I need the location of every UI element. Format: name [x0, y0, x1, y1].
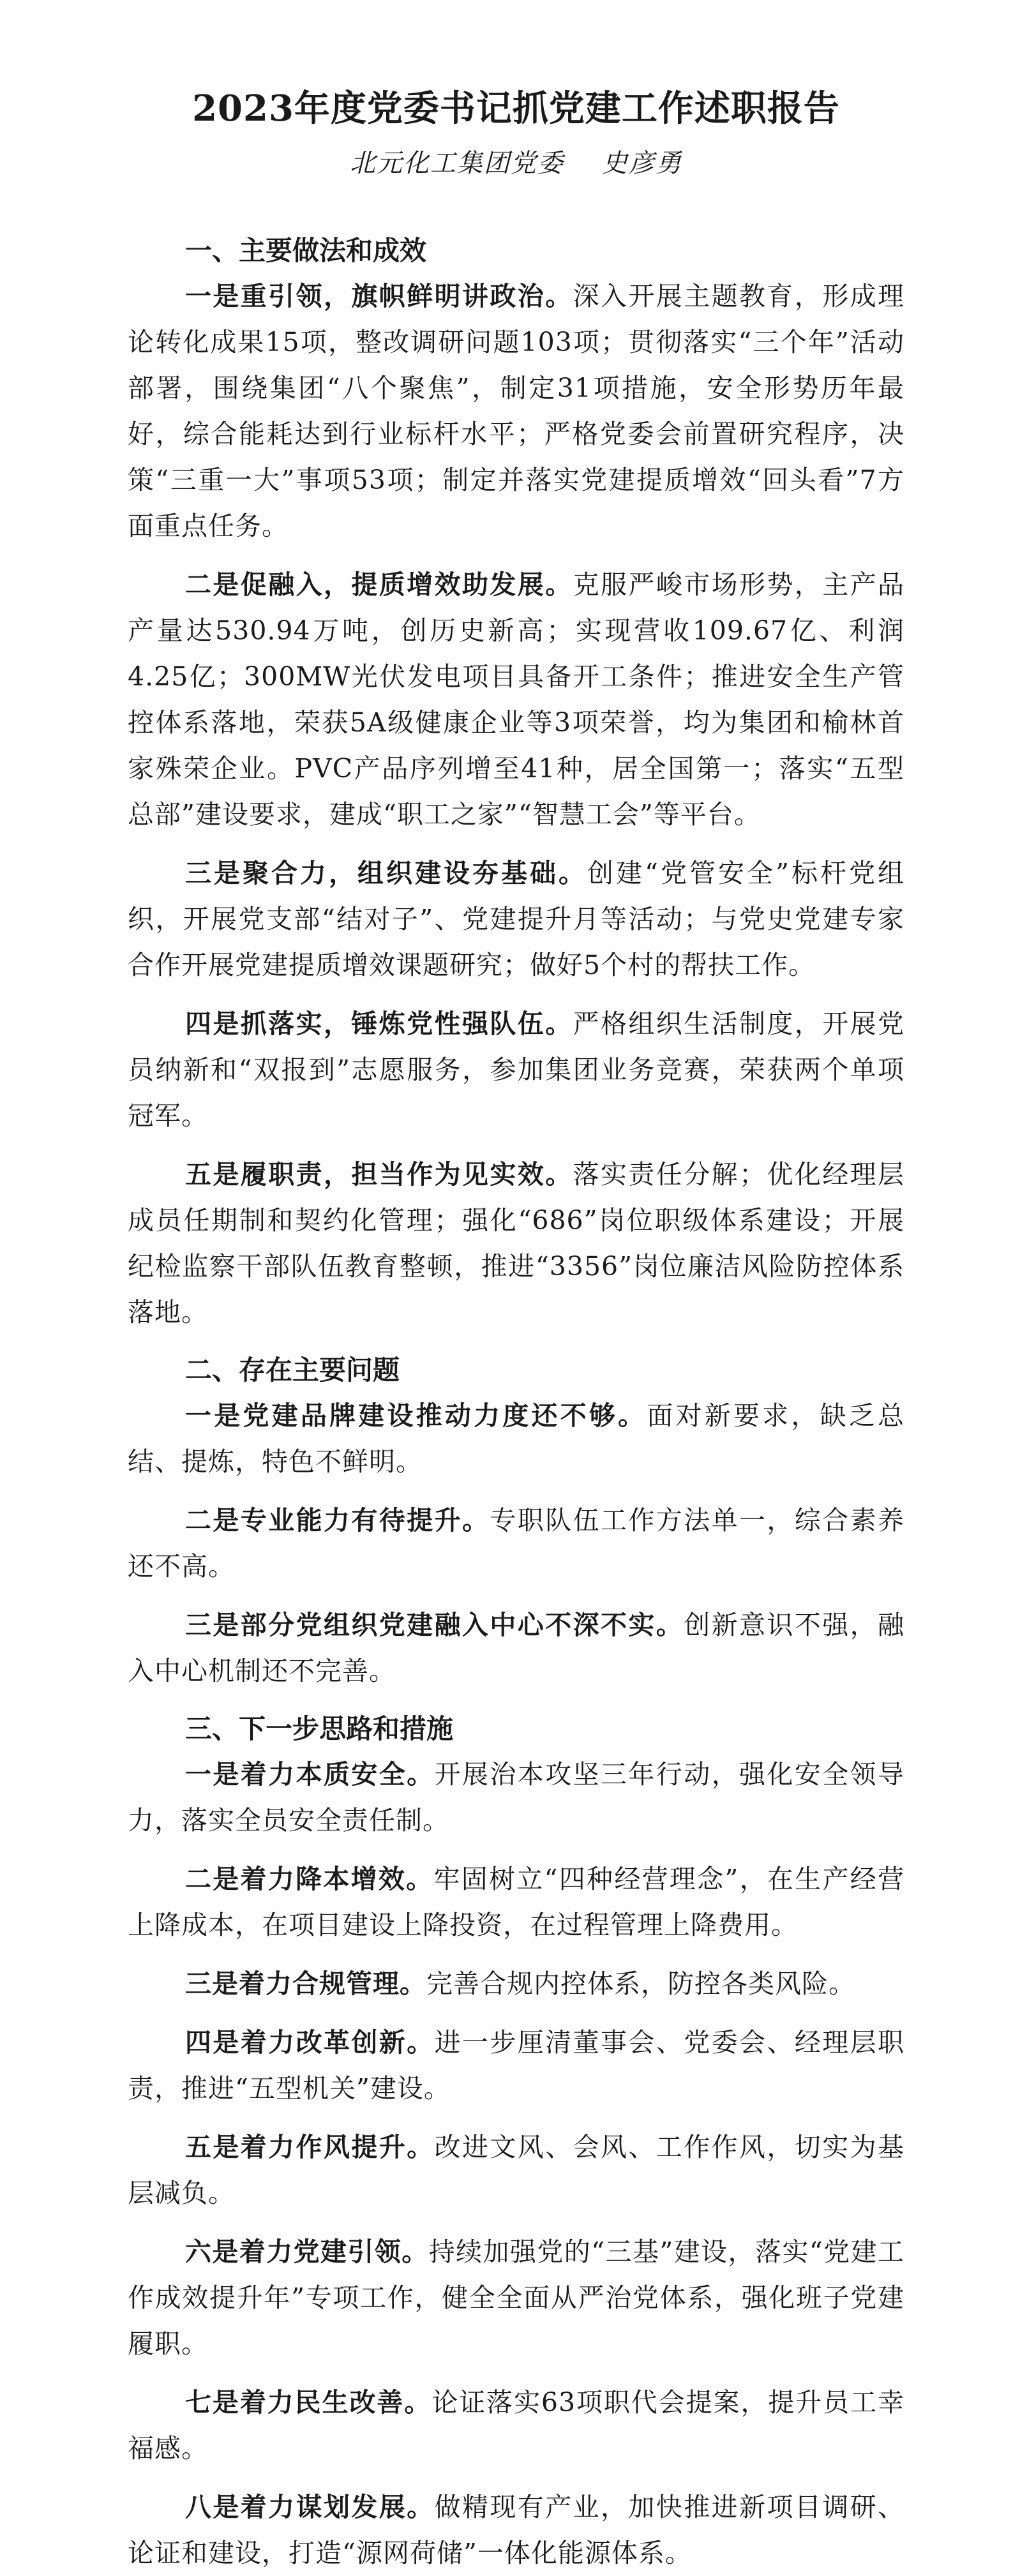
paragraph-text: 面对新要求，缺乏总结、提炼，特色不鲜明。: [128, 1400, 905, 1477]
section-heading: 三、下一步思路和措施: [185, 1713, 454, 1744]
paragraph-text: 严格组织生活制度，开展党员纳新和“双报到”志愿服务，参加集团业务竞赛，荣获两个单项冠军。: [128, 1008, 905, 1131]
paragraph-lead: 二是促融入，提质增效助发展。: [185, 569, 573, 600]
paragraph: [128, 2019, 904, 2111]
paragraph: [128, 1497, 904, 1589]
paragraph-lead: 二是专业能力有待提升。: [185, 1505, 490, 1536]
paragraph: [128, 1751, 904, 1843]
paragraph: [128, 273, 904, 549]
document-title: 2023年度党委书记抓党建工作述职报告: [192, 87, 840, 130]
paragraph-text: 牢固树立“四种经营理念”，在生产经营上降成本，在项目建设上降投资，在过程管理上降费用。: [128, 1864, 905, 1940]
paragraph-text: 完善合规内控体系，防控各类风险。: [426, 1968, 855, 1999]
paragraph: [128, 1961, 904, 2007]
section-heading: 一、主要做法和成效: [185, 235, 427, 266]
paragraph: [128, 2379, 904, 2471]
paragraph: [128, 2484, 904, 2576]
paragraph: [128, 1856, 904, 1948]
paragraph-lead: 五是履职责，担当作为见实效。: [185, 1159, 573, 1190]
paragraph-text: 论证落实63项职代会提案，提升员工幸福感。: [128, 2387, 904, 2464]
paragraph: [128, 1151, 904, 1335]
paragraph: [128, 1001, 904, 1139]
paragraph-text: 落实责任分解；优化经理层成员任期制和契约化管理；强化“686”岗位职级体系建设；开展纪检监察干部队伍教育整顿，推进“3356”岗位廉洁风险防控体系落地。: [128, 1159, 905, 1328]
paragraph-text: 开展治本攻坚三年行动，强化安全领导力，落实全员安全责任制。: [128, 1759, 905, 1836]
paragraph-lead: 六是着力党建引领。: [185, 2236, 429, 2267]
author-line: 北元化工集团党委 史彦勇: [350, 149, 682, 178]
paragraph: [128, 1393, 904, 1485]
paragraph: [128, 850, 904, 988]
paragraph-text: 做精现有产业，加快推进新项目调研、论证和建设，打造“源网荷储”一体化能源体系。: [128, 2492, 905, 2568]
paragraph-text: 改进文风、会风、工作作风，切实为基层减负。: [128, 2132, 905, 2208]
section-problems: [128, 1348, 904, 1694]
paragraph-lead: 四是着力改革创新。: [185, 2027, 435, 2058]
paragraph-text: 创建“党管安全”标杆党组织，开展党支部“结对子”、党建提升月等活动；与党史党建专家合作开展党建提质增效课题研究；做好5个村的帮扶工作。: [128, 858, 905, 980]
paragraph: [128, 2229, 904, 2367]
paragraph: [128, 562, 904, 837]
section-achievements: [128, 228, 904, 1335]
paragraph-lead: 一是着力本质安全。: [185, 1759, 435, 1790]
paragraph-lead: 七是着力民生改善。: [185, 2387, 432, 2418]
paragraph: [128, 1602, 904, 1694]
paragraph-lead: 三是聚合力，组织建设夯基础。: [185, 858, 588, 888]
paragraph-lead: 一是重引领，旗帜鲜明讲政治。: [185, 281, 573, 311]
paragraph-text: 深入开展主题教育，形成理论转化成果15项，整改调研问题103项；贯彻落实“三个年”活动部署，围绕集团“八个聚焦”，制定31项措施，安全形势历年最好，综合能耗达到行业标杆水平；严格党委会前置研究程序，决策“三重一大”事项53项；制定并落实党建提质增效“回头看”7方面重点任务。: [128, 281, 905, 541]
paragraph-text: 专职队伍工作方法单一，综合素养还不高。: [128, 1505, 905, 1582]
paragraph-lead: 三是部分党组织党建融入中心不深不实。: [185, 1610, 684, 1640]
paragraph-lead: 三是着力合规管理。: [185, 1968, 426, 1999]
paragraph-lead: 四是抓落实，锤炼党性强队伍。: [185, 1008, 573, 1039]
section-next-steps: [128, 1707, 904, 2576]
spacer: [128, 184, 904, 228]
section-heading: 二、存在主要问题: [185, 1354, 400, 1386]
paragraph-lead: 五是着力作风提升。: [185, 2132, 435, 2162]
paragraph: [128, 2124, 904, 2216]
paragraph-lead: 八是着力谋划发展。: [185, 2492, 435, 2522]
paragraph-text: 持续加强党的“三基”建设，落实“党建工作成效提升年”专项工作，健全全面从严治党体系，强化班子党建履职。: [128, 2236, 904, 2359]
paragraph-lead: 二是着力降本增效。: [185, 1864, 434, 1894]
paragraph-text: 克服严峻市场形势，主产品产量达530.94万吨，创历史新高；实现营收109.67亿、利润4.25亿；300MW光伏发电项目具备开工条件；推进安全生产管控体系落地，荣获5A级健康企业等3项荣誉，均为集团和榆林首家殊荣企业。PVC产品序列增至41种，居全国第一；落实“五型总部”建设要求，建成“职工之家”“智慧工会”等平台。: [128, 569, 905, 830]
paragraph-text: 创新意识不强，融入中心机制还不完善。: [128, 1610, 905, 1686]
paragraph-text: 进一步厘清董事会、党委会、经理层职责，推进“五型机关”建设。: [128, 2027, 905, 2104]
paragraph-lead: 一是党建品牌建设推动力度还不够。: [185, 1400, 647, 1431]
